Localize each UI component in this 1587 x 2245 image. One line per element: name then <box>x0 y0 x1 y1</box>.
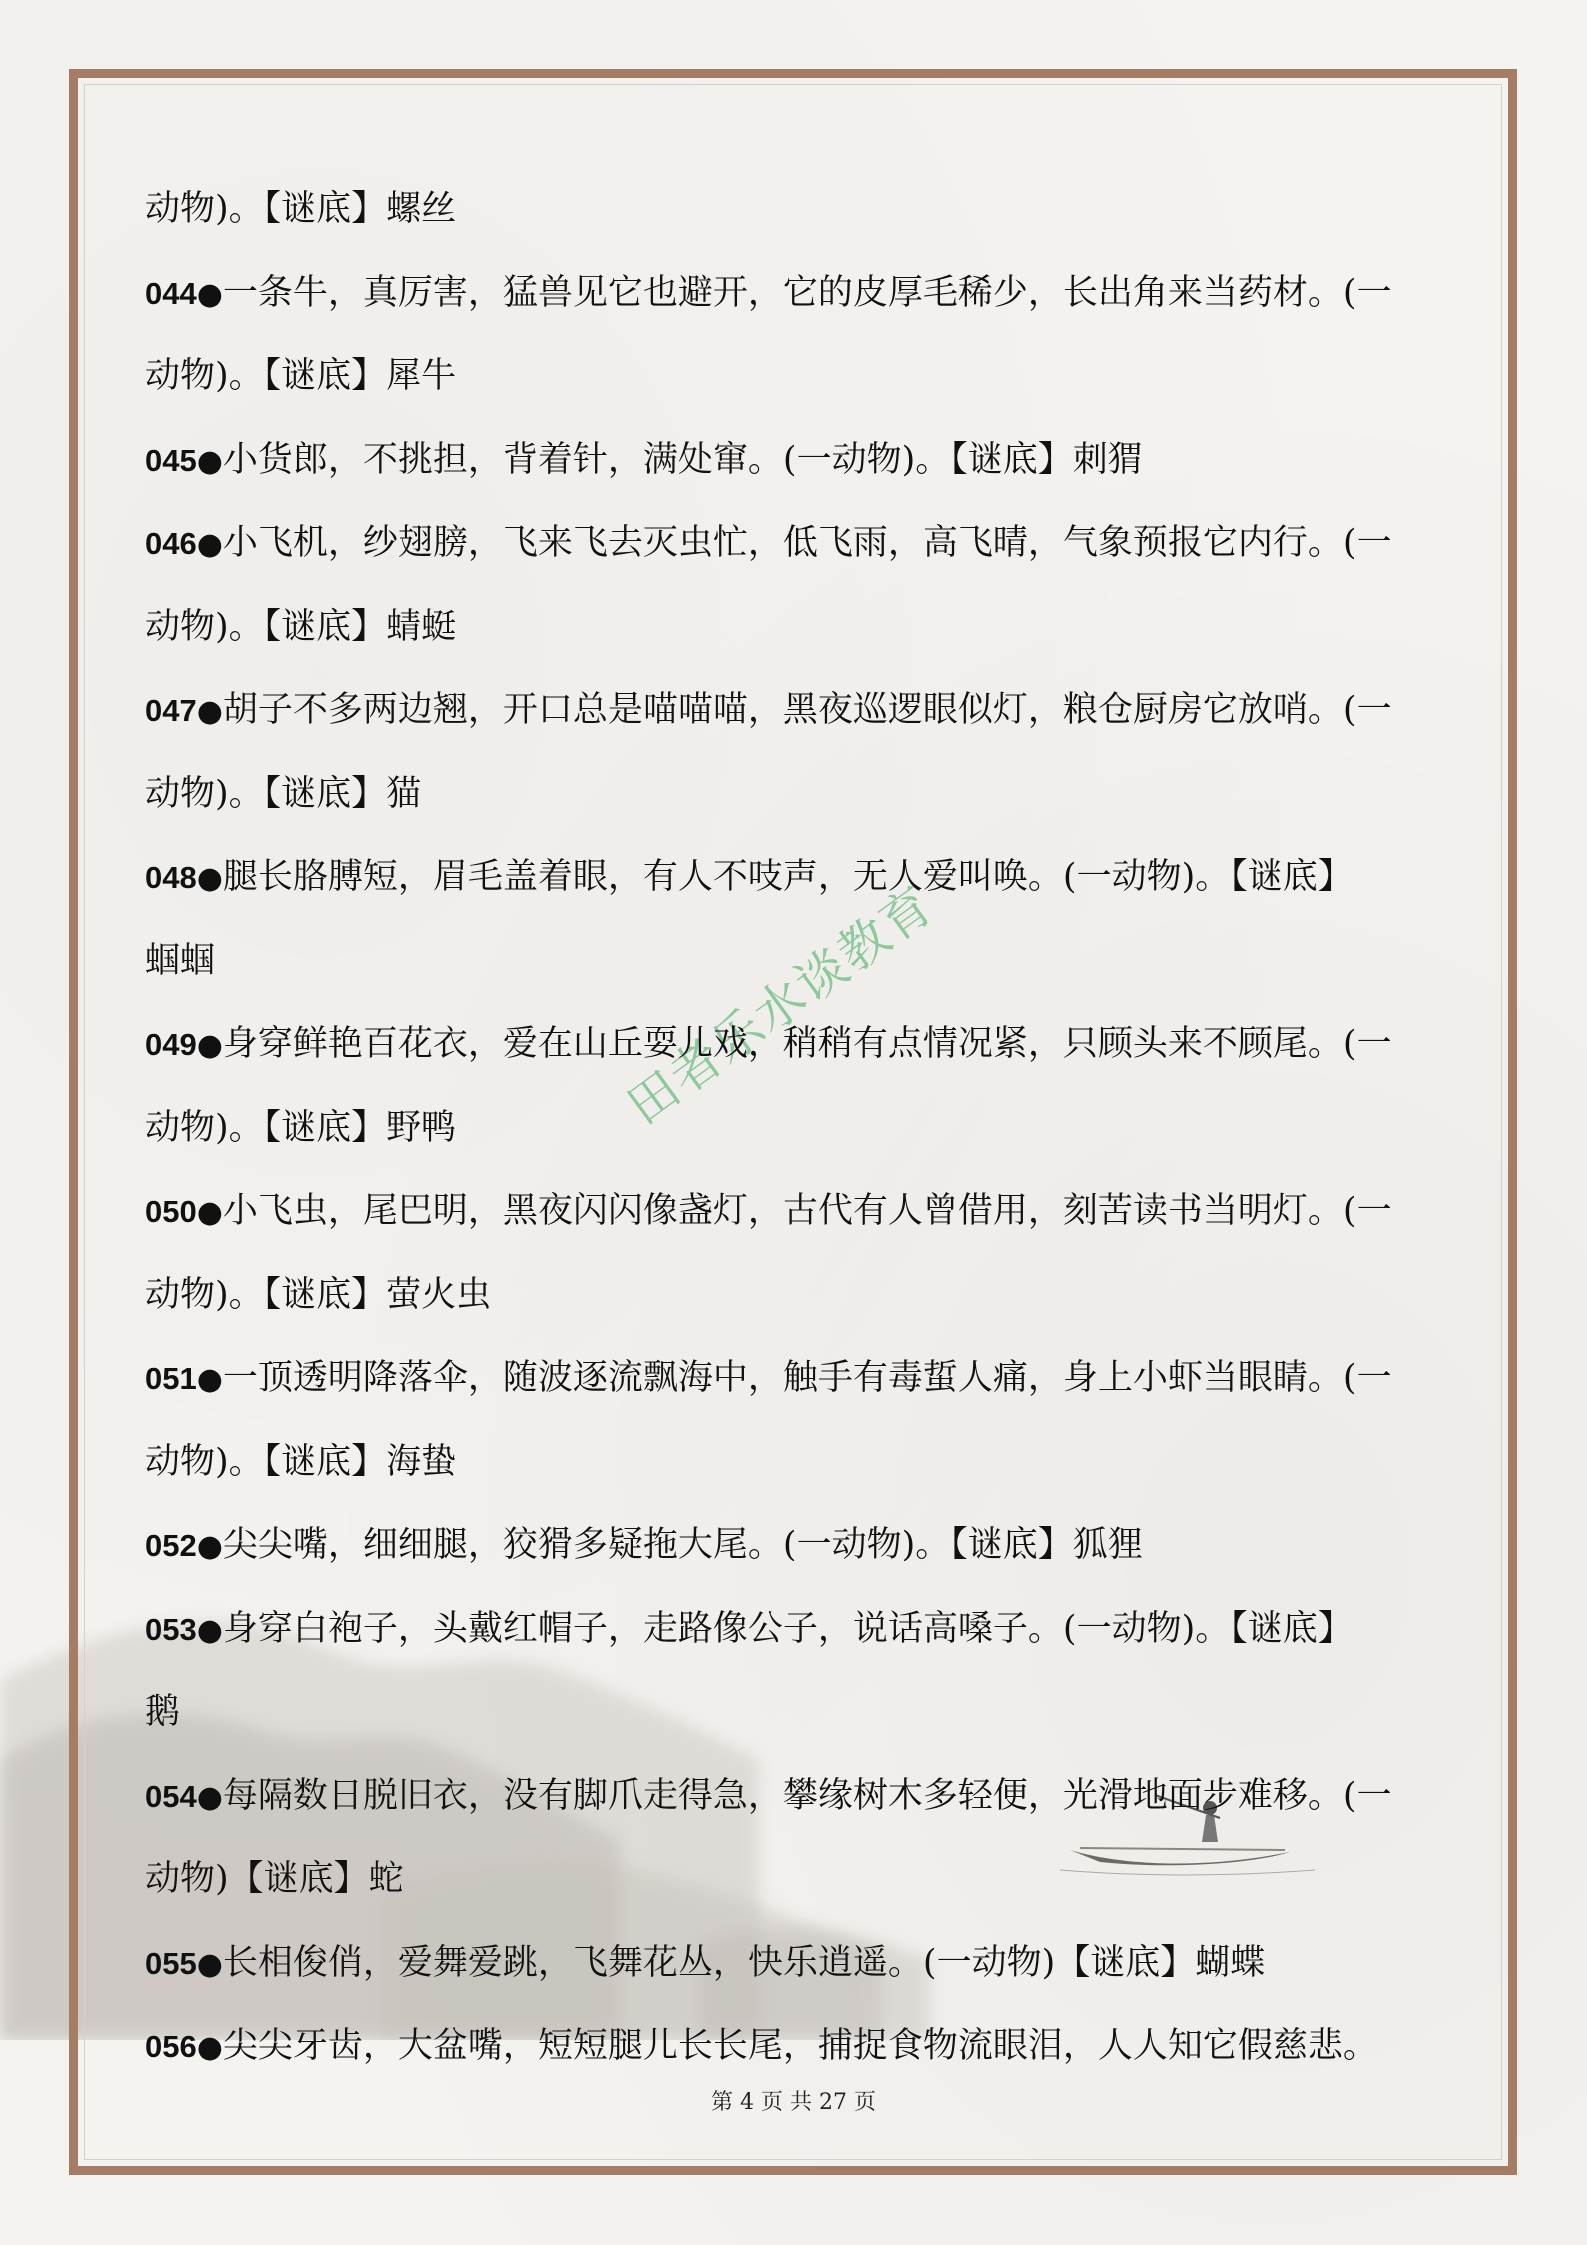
riddle-text: 动物)。【谜底】蜻蜓 <box>145 606 457 647</box>
riddle-text: 小飞机，纱翅膀，飞来飞去灭虫忙，低飞雨，高飞晴，气象预报它内行。(一 <box>222 523 1392 563</box>
riddle-text: 动物)【谜底】蛇 <box>145 1859 404 1899</box>
riddle-line <box>145 508 1445 592</box>
riddle-continuation-line <box>145 1677 1445 1761</box>
riddle-text: 一条牛，真厉害，猛兽见它也避开，它的皮厚毛稀少，长出角来当药材。(一 <box>222 272 1392 313</box>
riddle-number: 050 <box>145 1194 197 1229</box>
riddle-continuation-line <box>145 759 1445 843</box>
bullet-icon: ● <box>196 1529 223 1564</box>
riddle-text: 身穿鲜艳百花衣，爱在山丘耍儿戏，稍稍有点情况紧，只顾头来不顾尾。(一 <box>222 1024 1392 1064</box>
riddle-text: 长相俊俏，爱舞爱跳，飞舞花丛，快乐逍遥。(一动物)【谜底】蝴蝶 <box>222 1942 1266 1983</box>
bullet-icon: ● <box>196 1612 223 1648</box>
bullet-icon: ● <box>196 276 223 312</box>
riddle-continuation-line <box>145 926 1445 1010</box>
riddle-number: 048 <box>145 860 197 895</box>
riddle-number: 054 <box>145 1778 197 1814</box>
bullet-icon: ● <box>196 2030 223 2065</box>
riddle-line <box>145 2011 1445 2095</box>
riddle-text: 鹅 <box>145 1692 181 1732</box>
riddle-number: 051 <box>145 1361 197 1396</box>
riddle-text: 身穿白袍子，头戴红帽子，走路像公子，说话高嗓子。(一动物)。【谜底】 <box>222 1608 1353 1649</box>
riddle-text: 一顶透明降落伞，随波逐流飘海中，触手有毒蜇人痛，身上小虾当眼睛。(一 <box>222 1358 1392 1398</box>
riddle-continuation-line <box>145 1093 1445 1177</box>
riddle-continuation-line <box>145 1260 1445 1344</box>
riddle-text: 胡子不多两边翘，开口总是喵喵喵，黑夜巡逻眼似灯，粮仓厨房它放哨。(一 <box>222 690 1392 730</box>
riddle-number: 044 <box>145 275 197 311</box>
riddle-line <box>145 258 1445 342</box>
riddle-line <box>145 1761 1445 1845</box>
riddle-text: 动物)。【谜底】犀牛 <box>145 356 457 396</box>
riddle-text: 动物)。【谜底】猫 <box>145 773 422 814</box>
riddle-continuation-line <box>145 341 1445 425</box>
watermark-text: 田者乐水谈教育 <box>616 874 946 1136</box>
riddle-line <box>145 1343 1445 1427</box>
page-footer: 第 4 页 共 27 页 <box>711 2090 876 2115</box>
riddle-number: 047 <box>145 693 197 728</box>
riddle-line <box>145 1176 1445 1260</box>
bullet-icon: ● <box>196 1195 223 1230</box>
riddle-text: 小飞虫，尾巴明，黑夜闪闪像盏灯，古代有人曾借用，刻苦读书当明灯。(一 <box>222 1191 1392 1231</box>
riddle-line <box>145 425 1445 509</box>
bullet-icon: ● <box>196 861 223 896</box>
bullet-icon: ● <box>196 443 223 479</box>
riddle-text: 动物)。【谜底】萤火虫 <box>145 1274 492 1315</box>
bullet-icon: ● <box>196 527 223 562</box>
riddle-text: 小货郎，不挑担，背着针，满处窜。(一动物)。【谜底】刺猬 <box>222 439 1143 480</box>
riddle-line <box>145 1928 1445 2012</box>
riddle-list <box>145 174 1445 2095</box>
riddle-text: 蝈蝈 <box>145 940 216 981</box>
riddle-line <box>145 842 1445 926</box>
riddle-line <box>145 1009 1445 1093</box>
bullet-icon: ● <box>196 1779 223 1815</box>
riddle-number: 055 <box>145 1945 197 1981</box>
riddle-continuation-line <box>145 174 1445 258</box>
riddle-number: 052 <box>145 1528 197 1563</box>
riddle-continuation-line <box>145 592 1445 676</box>
riddle-number: 053 <box>145 1611 197 1647</box>
riddle-number: 056 <box>145 2029 197 2064</box>
bullet-icon: ● <box>196 694 223 729</box>
riddle-line <box>145 1594 1445 1678</box>
bullet-icon: ● <box>196 1028 223 1063</box>
riddle-line <box>145 1510 1445 1594</box>
riddle-text: 每隔数日脱旧衣，没有脚爪走得急，攀缘树木多轻便，光滑地面步难移。(一 <box>222 1775 1392 1816</box>
riddle-text: 腿长胳膊短，眉毛盖着眼，有人不吱声，无人爱叫唤。(一动物)。【谜底】 <box>222 857 1353 897</box>
bullet-icon: ● <box>196 1946 223 1982</box>
bullet-icon: ● <box>196 1362 223 1397</box>
riddle-number: 049 <box>145 1027 197 1062</box>
riddle-line <box>145 675 1445 759</box>
riddle-number: 045 <box>145 442 197 478</box>
riddle-text: 尖尖牙齿，大盆嘴，短短腿儿长长尾，捕捉食物流眼泪，人人知它假慈悲。 <box>222 2026 1378 2066</box>
riddle-number: 046 <box>145 526 197 561</box>
riddle-continuation-line <box>145 1844 1445 1928</box>
riddle-text: 动物)。【谜底】野鸭 <box>145 1107 457 1148</box>
riddle-text: 动物)。【谜底】海蛰 <box>145 1441 457 1482</box>
riddle-continuation-line <box>145 1427 1445 1511</box>
riddle-text: 尖尖嘴，细细腿，狡猾多疑拖大尾。(一动物)。【谜底】狐狸 <box>222 1525 1143 1565</box>
riddle-text: 动物)。【谜底】螺丝 <box>145 189 457 229</box>
